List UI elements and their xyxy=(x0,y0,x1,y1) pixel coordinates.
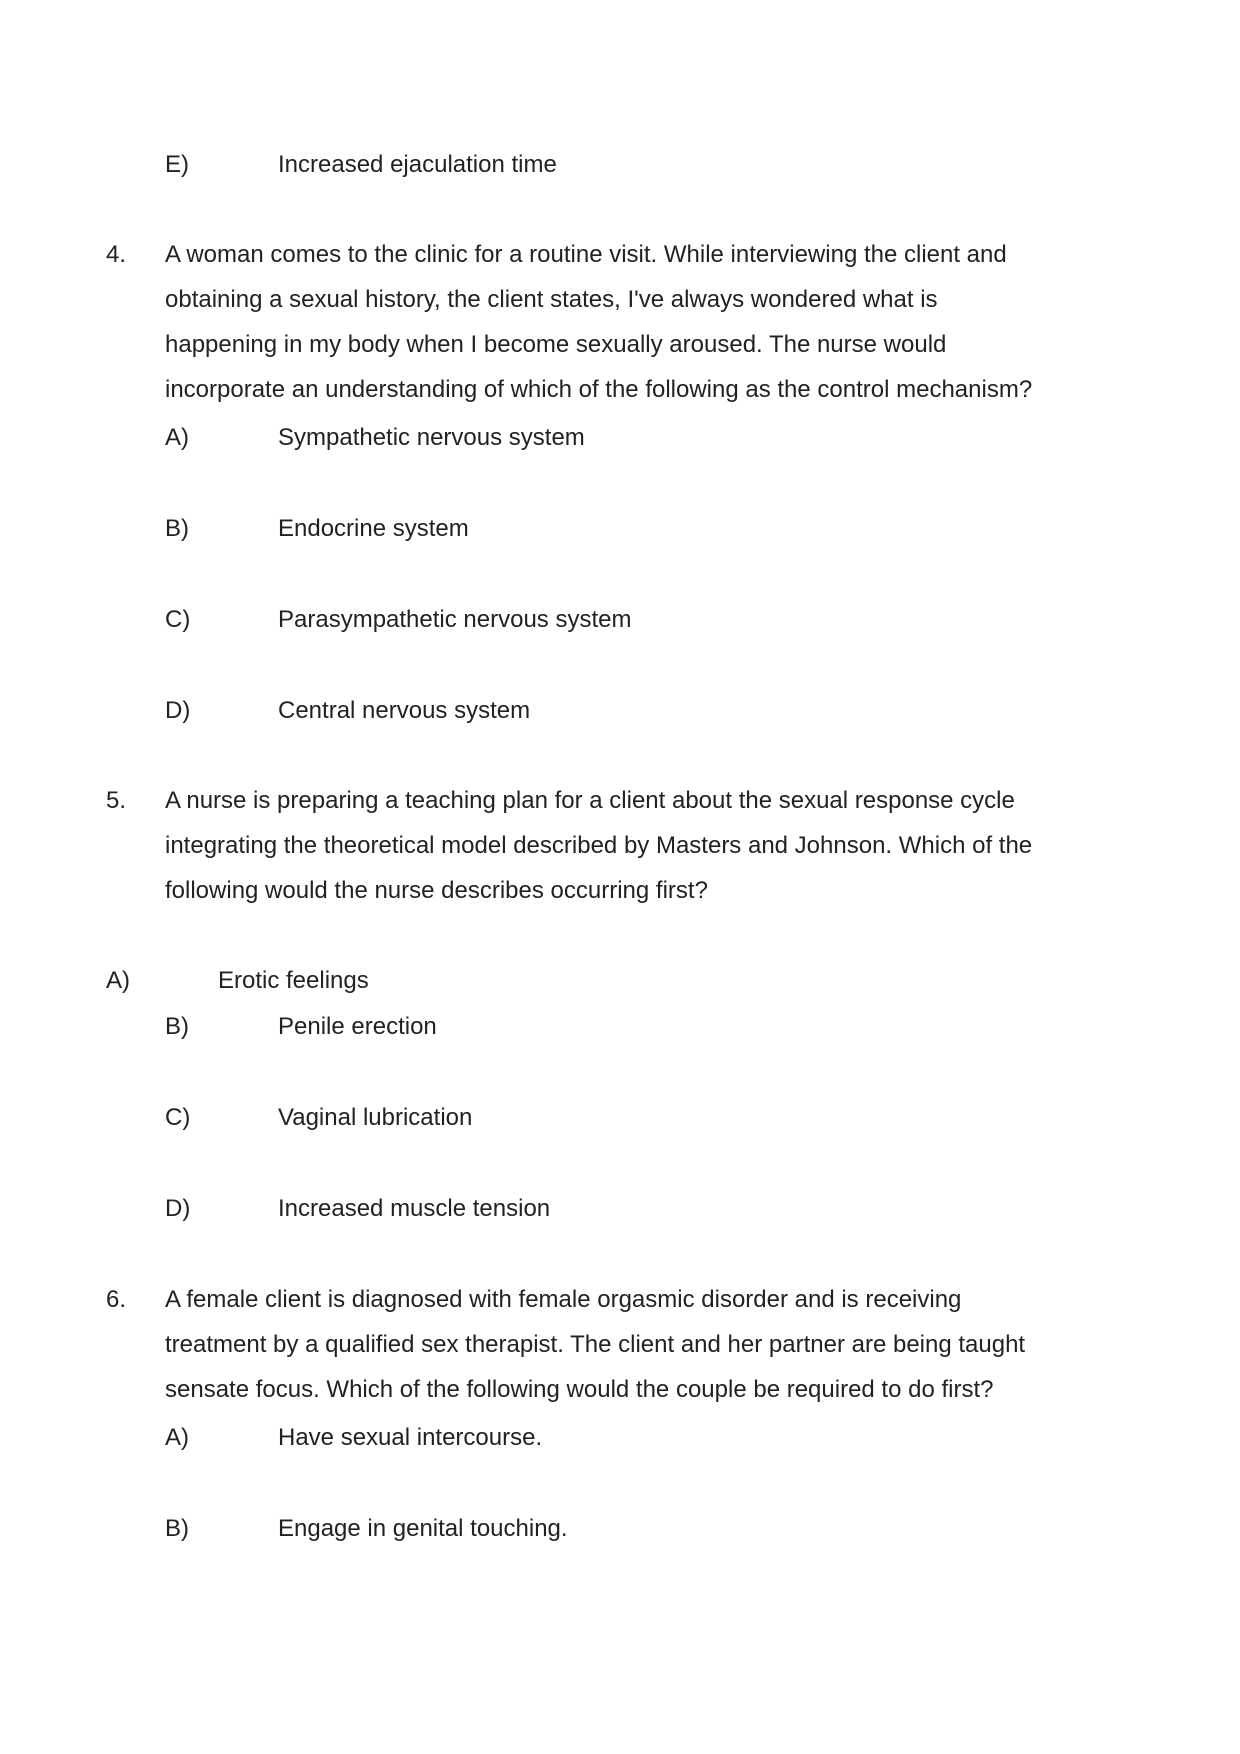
q5-option-b-letter: B) xyxy=(165,1013,189,1040)
q3-option-e-letter: E) xyxy=(165,151,189,178)
q5-option-a-text: Erotic feelings xyxy=(218,967,369,994)
q4-stem-line: incorporate an understanding of which of the following as the control mechanism? xyxy=(165,376,1033,403)
q5-option-d-text: Increased muscle tension xyxy=(278,1195,551,1222)
q5-stem-line: integrating the theoretical model described by Masters and Johnson. Which of the xyxy=(165,832,1033,859)
q6-option-a-letter: A) xyxy=(165,1424,189,1451)
q5-option-a-letter: A) xyxy=(106,967,130,994)
q5-option-b-text: Penile erection xyxy=(278,1013,437,1040)
q4-option-d-letter: D) xyxy=(165,697,191,724)
q3-option-e-text: Increased ejaculation time xyxy=(278,151,557,178)
q6-stem-line: A female client is diagnosed with female orgasmic disorder and is receiving xyxy=(165,1286,962,1313)
q5-stem-line: following would the nurse describes occurring first? xyxy=(165,877,708,904)
q5-number: 5. xyxy=(106,787,127,814)
q5-option-c-text: Vaginal lubrication xyxy=(278,1104,473,1131)
q6-option-b-text: Engage in genital touching. xyxy=(278,1515,568,1542)
q6-option-b-letter: B) xyxy=(165,1515,189,1542)
q6-option-a-text: Have sexual intercourse. xyxy=(278,1424,543,1451)
q6-number: 6. xyxy=(106,1286,127,1313)
q5-option-d-letter: D) xyxy=(165,1195,191,1222)
q4-option-a-text: Sympathetic nervous system xyxy=(278,424,585,451)
q4-stem-line: happening in my body when I become sexually aroused. The nurse would xyxy=(165,331,947,358)
q4-stem-line: obtaining a sexual history, the client states, I've always wondered what is xyxy=(165,286,938,313)
q4-option-b-text: Endocrine system xyxy=(278,515,469,542)
q6-stem-line: sensate focus. Which of the following would the couple be required to do first? xyxy=(165,1376,994,1403)
q6-stem-line: treatment by a qualified sex therapist. The client and her partner are being taught xyxy=(165,1331,1026,1358)
q4-option-c-letter: C) xyxy=(165,606,191,633)
q4-option-a-letter: A) xyxy=(165,424,189,451)
q4-option-b-letter: B) xyxy=(165,515,189,542)
q4-number: 4. xyxy=(106,241,127,268)
q4-stem-line: A woman comes to the clinic for a routine visit. While interviewing the client and xyxy=(165,241,1007,268)
q4-option-d-text: Central nervous system xyxy=(278,697,531,724)
q4-option-c-text: Parasympathetic nervous system xyxy=(278,606,632,633)
q5-stem-line: A nurse is preparing a teaching plan for a client about the sexual response cycle xyxy=(165,787,1015,814)
q5-option-c-letter: C) xyxy=(165,1104,191,1131)
